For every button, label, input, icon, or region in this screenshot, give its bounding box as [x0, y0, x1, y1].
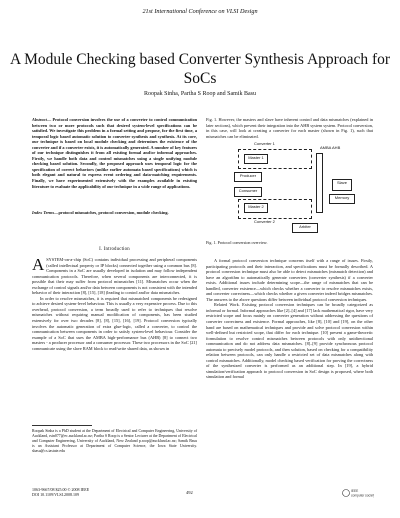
conference-header: 21st International Conference on VLSI Design — [142, 8, 258, 15]
ahb-bus — [316, 153, 323, 213]
figure-caption: Fig. 1. Protocol conversion overview. — [206, 240, 268, 245]
intro-paragraph-1: ASYSTEM-on-a-chip (SoC) contains individual processing and peripheral components (called intellectual property or IP blocks) connected together using a common bus [8]. Components in a SoC are usually developed in isolation and may follow independent communication protocols. Therefore, when several components are interconnected, it is possible that their may suffer from protocol mismatches [11]. Mismatches occur when the exchange of control signals and/or data between components is not consistent with the intended behavior of their interaction [8], [15], [18] (leading to control and/or data mismatches. — [32, 255, 197, 296]
author-block — [0, 91, 400, 99]
abstract-text: — Protocol conversion involves the use of a converter to control communication between two or more protocols such that desired system-level specifications can be satisfied. We investigate this problem in a formal setting and propose, for the first time, a temporal logic based automatic solution to converter synthesis and synthesis. At its core, our technique is based on local module checking and determines the existence of the converter and if a converter exists, it is automatically generated. A number of key features of our technique distinguishes it from all existing formal and/or informal approaches. Firstly, we handle both data and control mismatches using a single unifying module checking based solution. Secondly, the proposed approach uses temporal logic for the specification of correct behaviors (unlike earlier automata based specifications) which is both elegant and natural to express event ordering and data-matching requirements. Finally, we have experimented extensively with the examples available in existing literature to evaluate the applicability of our technique in a wide range of applications. — [32, 117, 197, 189]
right-paragraph-1: A formal protocol conversion technique concerns itself with a range of issues. Firstly, participating protocols and their interaction, and specifications must be formally described. A protocol conversion technique must also be able to detect mismatches (mismatch detection) and have an algorithm to automatically generate converters (converter synthesis) if a converter exists. Additional issues include determining scope—the range of mismatches that can be handled, converter existence—which checks whether a converter to resolve mismatches exists, and converter correctness—which checks whether a given converter indeed bridges mismatches. The answers to the above questions differ between individual protocol conversion techniques. — [206, 258, 373, 302]
footnote-rule — [32, 425, 92, 426]
svg-text:computer society: computer society — [351, 493, 374, 498]
page-number: 492 — [186, 490, 193, 495]
svg-text:IEEE: IEEE — [351, 489, 359, 493]
author-names: Roopak Sinha, Partha S Roop and Samik Basu — [144, 91, 256, 97]
slave-box: Slave — [332, 179, 352, 191]
figure-protocol-conversion — [232, 141, 362, 235]
right-column-intro: Fig. 1. However, the masters and slave have inherent control and data mismatches (explained in later sections), which prevent their integration into the AHB system system. Protocol conversion, in this case, will look at creating a converter for each master (shown in Fig. 1), such that mismatches can be eliminated. — [206, 117, 373, 139]
index-terms — [32, 210, 197, 216]
bus-label: AMBA AHB — [320, 145, 341, 150]
drop-cap: A — [32, 255, 45, 274]
converter-1-label: Converter 1 — [254, 141, 275, 146]
abstract-label: Abstract — [32, 117, 47, 122]
introduction-body — [32, 257, 197, 351]
right-paragraph-2: Related Work. Existing protocol conversion techniques can be broadly categorized as informal or formal. Informal approaches like [2]–[4] and [17] lack mathematical rigor, have very restricted scope and focus mainly on converter generation without addressing the questions of converter correctness and existence. Formal approaches, like [8], [10] and [19], on the other hand are based on mathematical techniques and provide and solve protocol conversion within well-defined but restricted scope, that differ for each technique. [10] present a game-theoretic formulation to resolve control mismatches between protocols with only unidirectional communication and do not address data mismatches. [8]–[9] provide synchronous protocol automata to precisely model protocols, and then solution, based on checking for a compatibility relation between protocols, can only handle a restricted set of data mismatches along with control mismatches. Additionally, model checking based verification for proving the correctness of the synthesized converter is performed as an additional step. In [19], a hybrid simulation/verification approach to protocol conversion in SoC design is proposed, where both simulation and formal — [206, 302, 373, 380]
paper-title: A Module Checking based Converter Synthesis Approach for SoCs — [9, 51, 391, 87]
publisher-logo — [342, 486, 374, 498]
section-heading-introduction: I. Introduction — [99, 247, 130, 252]
index-terms-text: —protocol mismatches, protocol conversion, module checking. — [54, 210, 169, 215]
abstract — [32, 117, 197, 189]
intro-paragraph-2: In order to resolve mismatches, it is required that mismatched components be redesigned to achieve desired system-level behaviour. This is usually a very expensive process. Due to this overhead, protocol conversion, a term broadly used to refer to techniques that resolve mismatches without requiring manual modification of components, has been studied extensively for over two decades [8], [8], [15], [16], [19]. Protocol conversion typically involves the automatic generation of extra glue-logic, called a converter, to control the communication between components in order to satisfy system-level behaviour. Consider the example of a SoC that uses the AMBA high-performance bus (AHB) [8] to connect two masters - a producer processor and a consumer processor. These two processors in the SoC [21] communicate using the slave RAM block to read/write shared data, as shown in — [32, 295, 197, 351]
master-1-box: Master 1 — [244, 154, 268, 164]
arbiter-box: Arbiter — [292, 223, 318, 233]
producer-box: Producer — [234, 172, 262, 182]
index-terms-label: Index Terms — [32, 210, 55, 215]
converter-2-label: Converter 2 — [254, 219, 275, 224]
author-footnote: Roopak Sinha is a PhD student at the Department of Electrical and Computer Engineering, University of Auckland, rsin077@ec.auckland.ac.nz; Partha S Roop is a Senior Lecturer at the Department of Electrical and Computer Engineering, University of Auckland, New Zealand p.roop@auckland.ac.nz; Samik Basu is an Assistant Professor at Department of Computer Science, the Iowa State University. sbasu@cs.iastate.edu — [32, 429, 197, 453]
right-column-body — [206, 258, 373, 380]
memory-box: Memory — [329, 194, 355, 204]
consumer-box: Consumer — [234, 187, 262, 197]
copyright-footer: 1063-9667/08 $25.00 © 2008 IEEE DOI 10.1109/VLSI.2008.109 — [32, 487, 90, 497]
master-2-box: Master 2 — [244, 203, 268, 213]
